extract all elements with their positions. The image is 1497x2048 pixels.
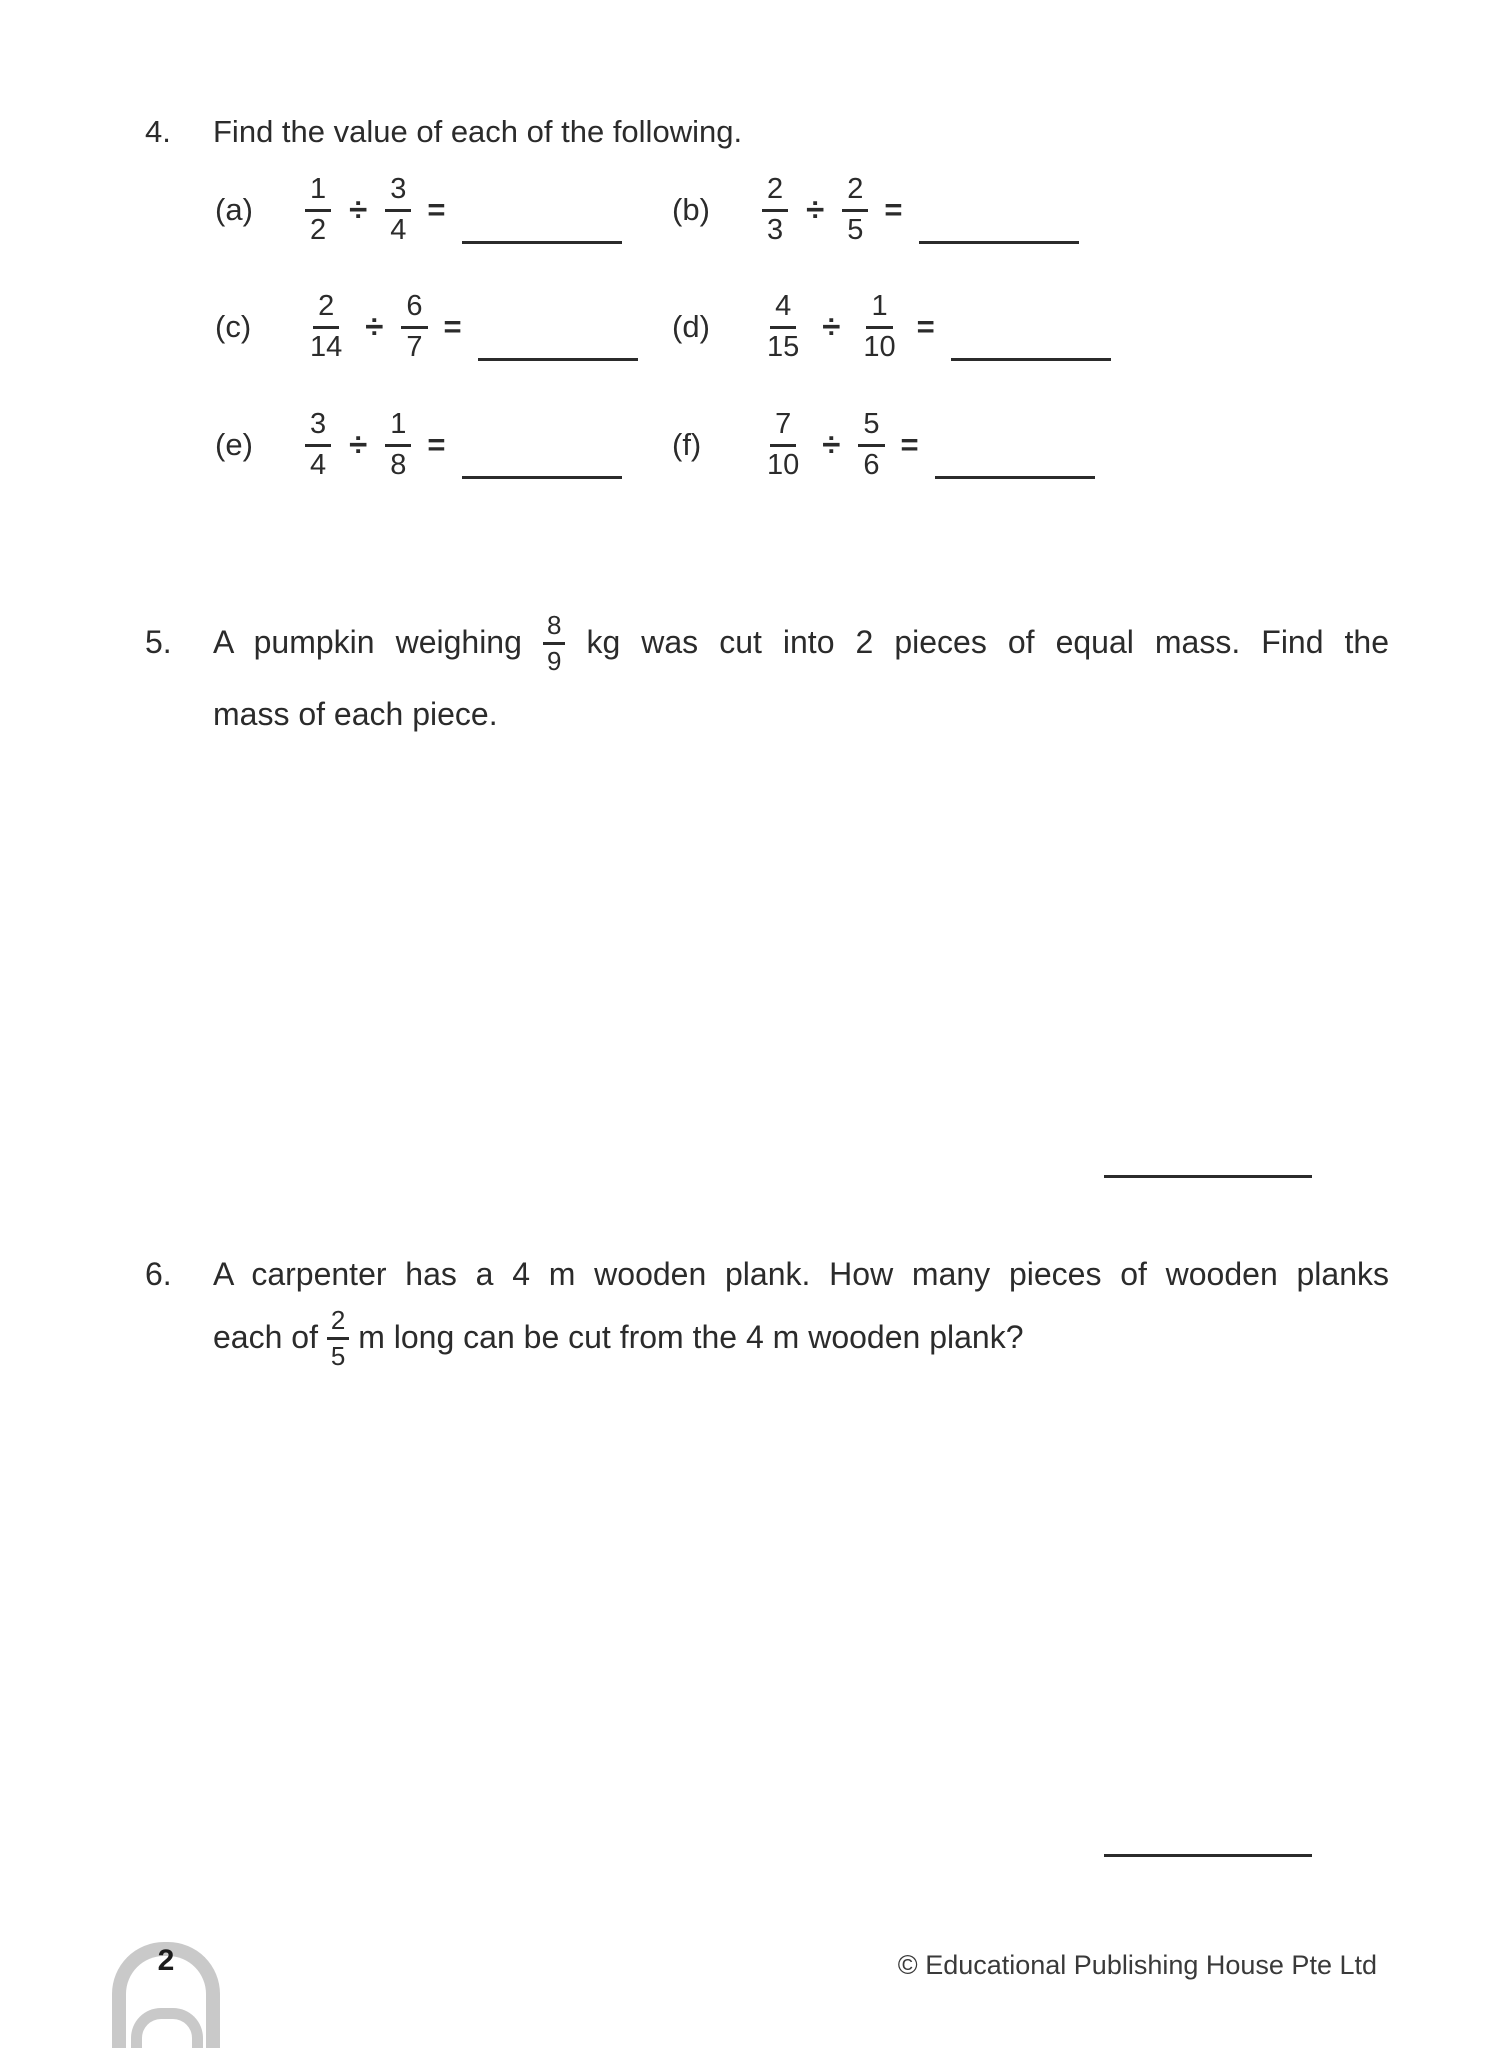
answer-blank[interactable] <box>462 236 622 244</box>
item-label: (f) <box>672 427 702 462</box>
equals-sign: = <box>427 192 446 227</box>
q4-number: 4. <box>145 114 171 149</box>
fraction-denominator: 9 <box>546 645 562 676</box>
item-label: (a) <box>215 192 253 227</box>
q5-number: 5. <box>145 624 172 660</box>
q4-item-c <box>215 291 638 363</box>
q4-item-f <box>672 409 1095 481</box>
equals-sign: = <box>916 309 935 344</box>
fraction <box>305 175 331 245</box>
q5-line1 <box>213 606 1389 678</box>
q4-item-d <box>672 291 1111 363</box>
q6-text-post: m long can be cut from the 4 m wooden plank? <box>358 1319 1024 1355</box>
fraction <box>385 410 411 480</box>
fraction-numerator: 7 <box>770 410 796 447</box>
q4-item-a <box>215 174 622 246</box>
fraction-denominator: 4 <box>390 214 407 246</box>
fraction <box>762 410 804 480</box>
fraction-numerator: 2 <box>327 1307 349 1340</box>
equals-sign: = <box>427 427 446 462</box>
fraction <box>385 175 411 245</box>
fraction <box>305 410 331 480</box>
page-number: 2 <box>157 1944 175 1977</box>
item-label: (b) <box>672 192 710 227</box>
fraction-denominator: 14 <box>310 331 343 363</box>
divide-sign: ÷ <box>349 191 368 228</box>
fraction-numerator: 1 <box>305 175 331 212</box>
q6-line1: A carpenter has a 4 m wooden plank. How many pieces of wooden planks <box>213 1256 1389 1292</box>
fraction-numerator: 3 <box>305 410 331 447</box>
fraction-numerator: 2 <box>762 175 788 212</box>
fraction-numerator: 8 <box>543 612 565 645</box>
fraction-numerator: 2 <box>842 175 868 212</box>
divide-sign: ÷ <box>822 426 841 463</box>
q5-text-post: kg was cut into 2 pieces of equal mass. Find the <box>586 624 1390 660</box>
fraction <box>858 292 900 362</box>
divide-sign: ÷ <box>822 308 841 345</box>
divide-sign: ÷ <box>365 308 384 345</box>
fraction-denominator: 5 <box>330 1340 346 1371</box>
fraction-denominator: 10 <box>863 331 896 363</box>
fraction <box>327 1304 349 1371</box>
answer-blank[interactable] <box>935 471 1095 479</box>
fraction <box>762 292 804 362</box>
fraction-denominator: 10 <box>767 449 800 481</box>
q6-line2 <box>213 1300 1023 1374</box>
copyright-notice: © Educational Publishing House Pte Ltd <box>897 1950 1377 1980</box>
answer-blank[interactable] <box>462 471 622 479</box>
equals-sign: = <box>900 427 919 462</box>
page-tab-inner-arch <box>131 2008 203 2048</box>
answer-blank[interactable] <box>919 236 1079 244</box>
q4-item-b <box>672 174 1079 246</box>
fraction <box>305 292 347 362</box>
fraction <box>842 175 868 245</box>
q6-text-pre: each of <box>213 1319 318 1355</box>
fraction-numerator: 3 <box>385 175 411 212</box>
fraction-numerator: 5 <box>858 410 884 447</box>
q5-line2: mass of each piece. <box>213 696 498 732</box>
fraction-denominator: 15 <box>767 331 800 363</box>
equals-sign: = <box>884 192 903 227</box>
item-label: (d) <box>672 309 710 344</box>
fraction-denominator: 7 <box>406 331 423 363</box>
fraction <box>858 410 884 480</box>
fraction-denominator: 5 <box>847 214 864 246</box>
fraction-numerator: 4 <box>770 292 796 329</box>
equals-sign: = <box>443 309 462 344</box>
fraction-denominator: 6 <box>863 449 880 481</box>
q5-answer-line[interactable] <box>1104 1175 1312 1178</box>
divide-sign: ÷ <box>806 191 825 228</box>
q4-prompt: Find the value of each of the following. <box>213 114 743 149</box>
fraction <box>543 609 565 676</box>
q4-item-e <box>215 409 622 481</box>
fraction <box>401 292 427 362</box>
q5-text-pre: A pumpkin weighing <box>213 624 522 660</box>
answer-blank[interactable] <box>478 353 638 361</box>
q6-answer-line[interactable] <box>1104 1854 1312 1857</box>
item-label: (c) <box>215 309 252 344</box>
fraction-denominator: 3 <box>767 214 784 246</box>
fraction-denominator: 8 <box>390 449 407 481</box>
q6-number: 6. <box>145 1256 172 1292</box>
item-label: (e) <box>215 427 253 462</box>
divide-sign: ÷ <box>349 426 368 463</box>
fraction-numerator: 2 <box>313 292 339 329</box>
fraction-denominator: 2 <box>310 214 327 246</box>
fraction <box>762 175 788 245</box>
fraction-numerator: 6 <box>401 292 427 329</box>
fraction-denominator: 4 <box>310 449 327 481</box>
fraction-numerator: 1 <box>866 292 892 329</box>
answer-blank[interactable] <box>951 353 1111 361</box>
fraction-numerator: 1 <box>385 410 411 447</box>
